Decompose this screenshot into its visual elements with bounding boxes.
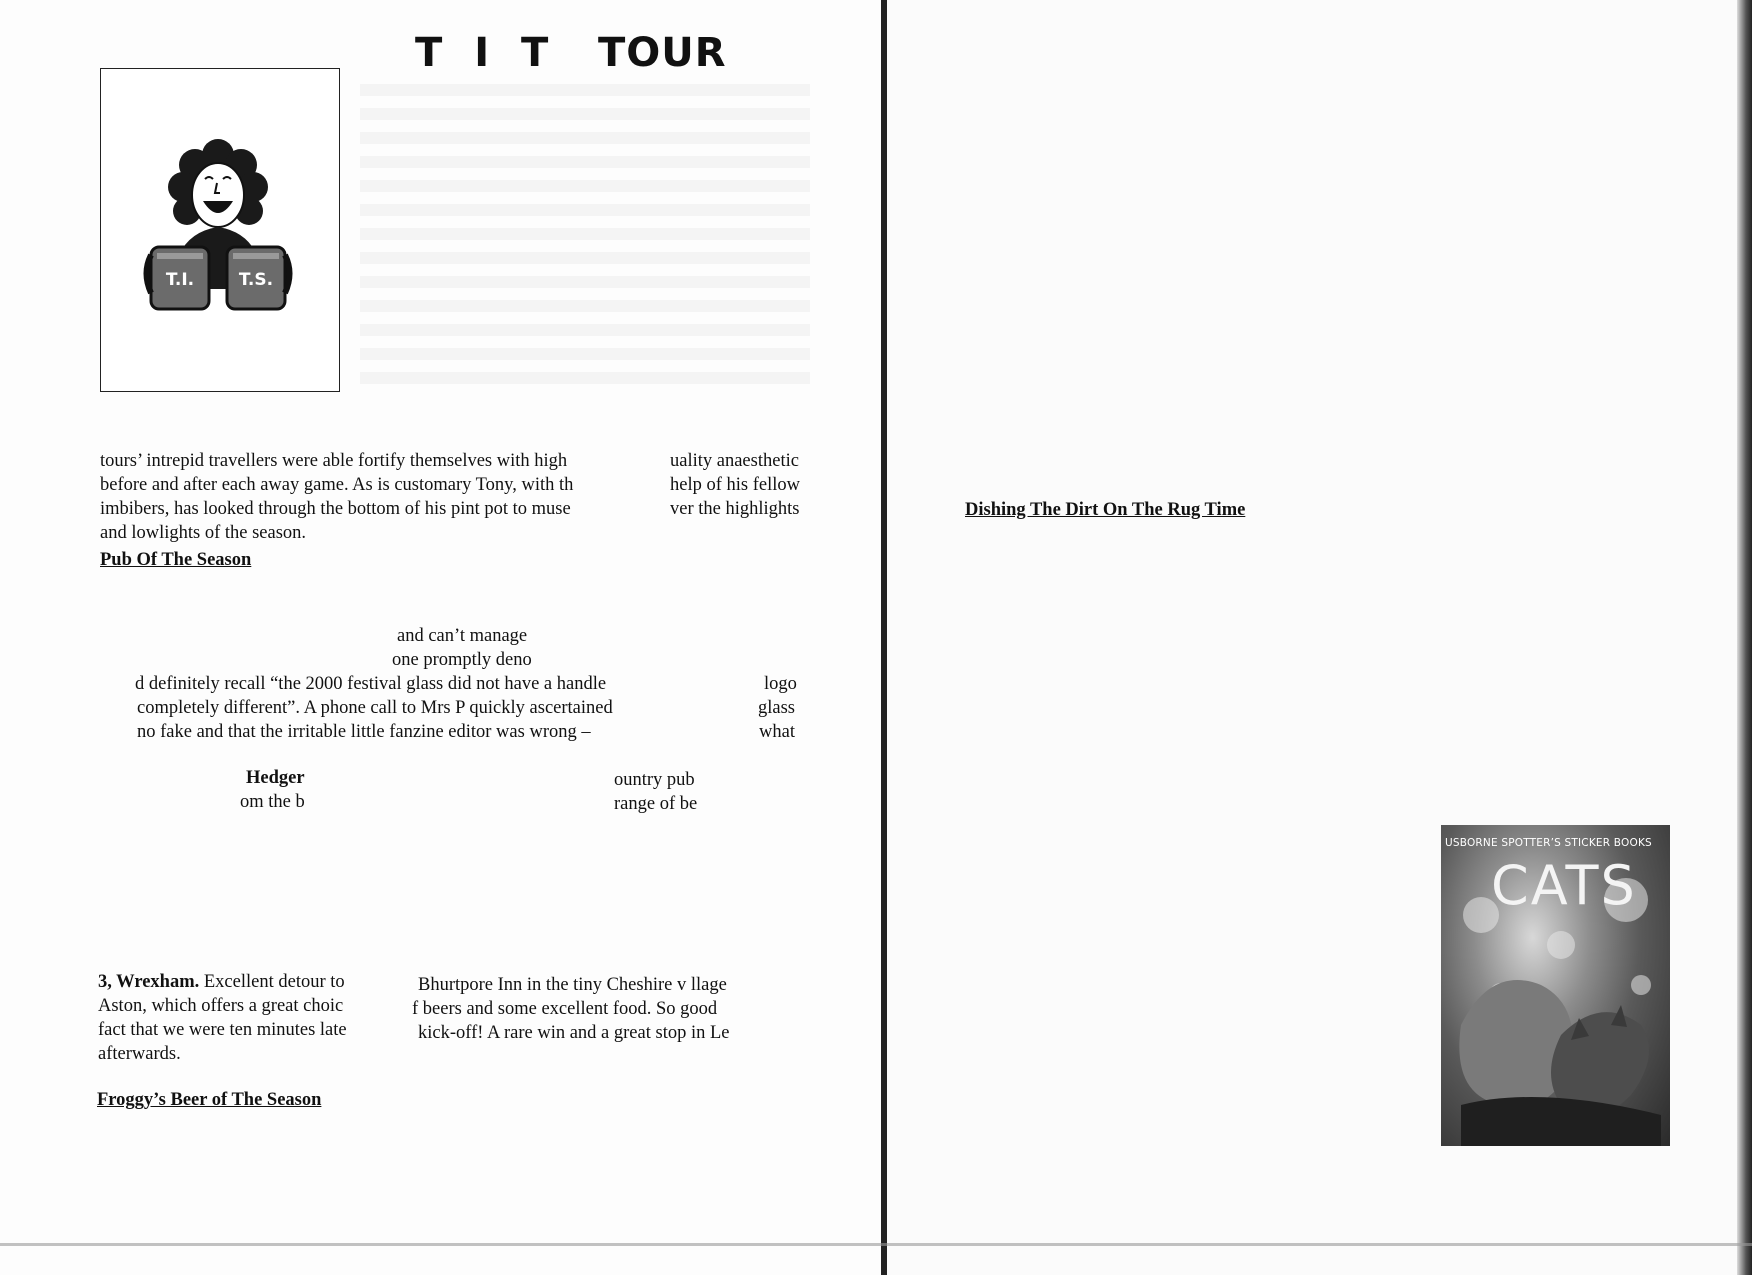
logo-text-right: T.S. xyxy=(238,270,274,290)
intro-line-2: before and after each away game. As is customary Tony, with th xyxy=(100,475,574,495)
page-title-part2: TOUR xyxy=(598,30,727,76)
tits-logo-box xyxy=(100,68,340,392)
hedger-right-2: range of be xyxy=(614,794,698,814)
wrexham-line-4: afterwards. xyxy=(98,1044,181,1064)
intro-right-3: ver the highlights xyxy=(670,499,800,519)
pub-fragment-right-c: logo xyxy=(764,674,797,694)
wrexham-lead: 3, Wrexham. xyxy=(98,972,200,992)
cover-title-text: CATS xyxy=(1491,854,1637,917)
wrexham-line-3: fact that we were ten minutes late xyxy=(98,1020,347,1040)
hedger-line-2: om the b xyxy=(240,792,305,812)
intro-line-1: tours’ intrepid travellers were able fortify themselves with high xyxy=(100,451,568,471)
hedger-name: Hedger xyxy=(246,768,305,788)
wrexham-right-1: Bhurtpore Inn in the tiny Cheshire v llage xyxy=(418,975,727,995)
page-title-part1: T I T xyxy=(415,30,558,76)
cover-series-text: USBORNE SPOTTER’S STICKER BOOKS xyxy=(1445,837,1652,849)
pub-fragment-right-d: glass xyxy=(758,698,795,718)
pub-fragment-e: no fake and that the irritable little fanzine editor was wrong – xyxy=(137,722,591,742)
pub-fragment-right-e: what xyxy=(759,722,795,742)
drinker-cartoon-icon xyxy=(143,139,293,319)
wrexham-line-2: Aston, which offers a great choic xyxy=(98,996,344,1016)
wrexham-line-1-text: Excellent detour to xyxy=(203,972,345,992)
scan-edge-line xyxy=(0,1243,1752,1246)
pub-fragment-b: one promptly deno xyxy=(392,650,532,670)
cats-book-cover-image xyxy=(1441,825,1670,1146)
wrexham-line-1 xyxy=(98,970,345,994)
intro-line-3: imbibers, has looked through the bottom of his pint pot to muse xyxy=(100,499,571,519)
wrexham-right-2: f beers and some excellent food. So good xyxy=(412,999,718,1019)
froggys-beer-heading: Froggy’s Beer of The Season xyxy=(97,1090,322,1110)
intro-right-2: help of his fellow xyxy=(670,475,800,495)
intro-right-1: uality anaesthetic xyxy=(670,451,799,471)
pub-fragment-c: d definitely recall “the 2000 festival glass did not have a handle xyxy=(135,674,607,694)
hedger-right-1: ountry pub xyxy=(614,770,695,790)
pub-fragment-a: and can’t manage xyxy=(397,626,528,646)
page-edge xyxy=(1737,0,1752,1275)
dishing-the-dirt-heading: Dishing The Dirt On The Rug Time xyxy=(965,500,1246,520)
logo-text-left: T.I. xyxy=(165,270,195,290)
wrexham-right-3: kick-off! A rare win and a great stop in Le xyxy=(418,1023,730,1043)
pub-fragment-d: completely different”. A phone call to Mrs P quickly ascertained xyxy=(137,698,613,718)
intro-line-4: and lowlights of the season. xyxy=(100,523,307,543)
book-gutter xyxy=(881,0,887,1275)
pub-of-season-heading: Pub Of The Season xyxy=(100,550,252,570)
